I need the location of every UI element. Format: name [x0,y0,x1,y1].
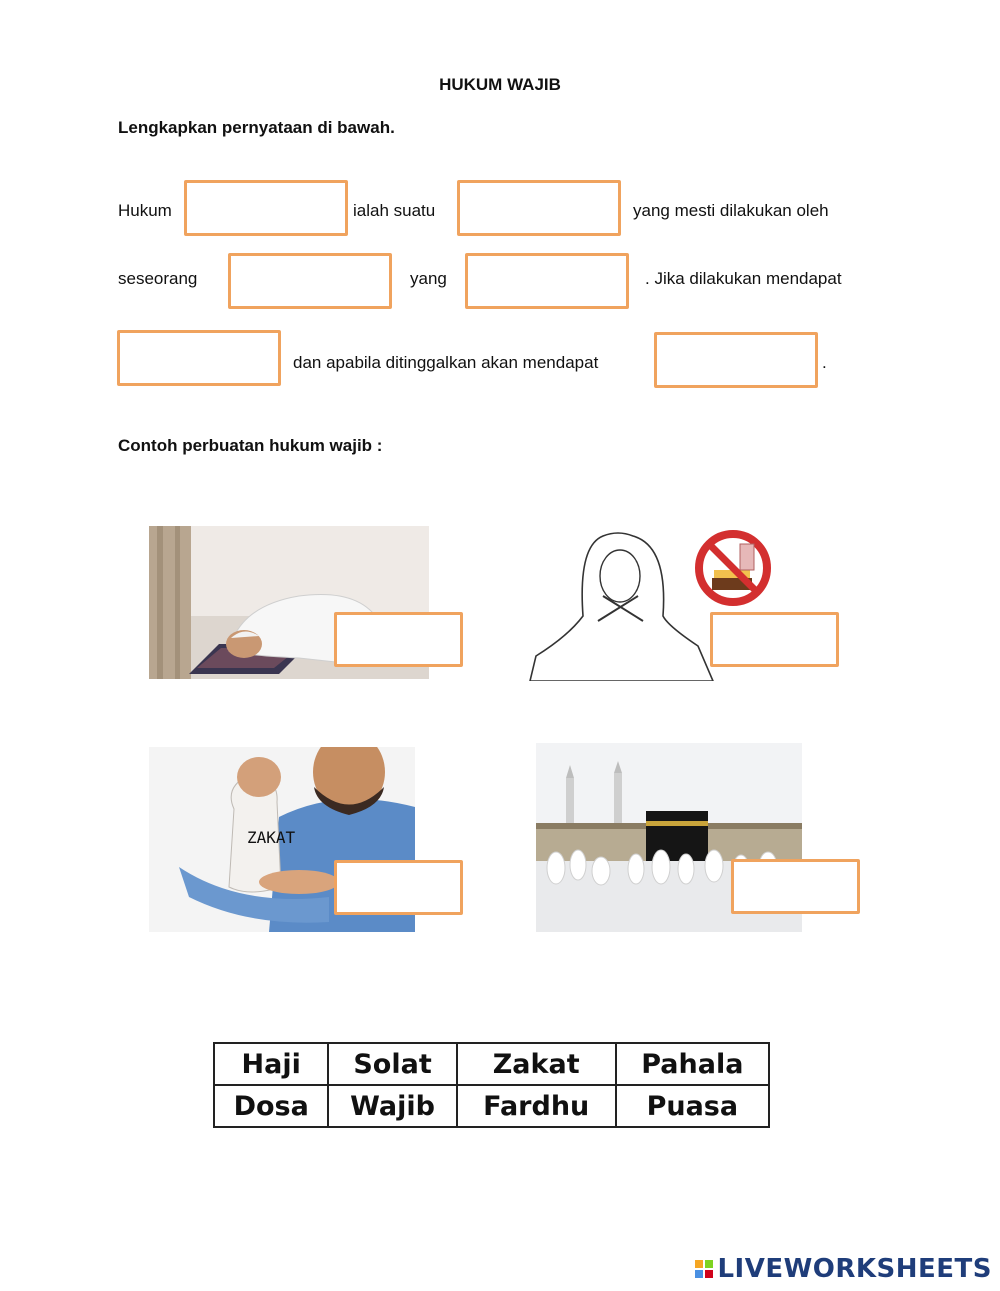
liveworksheets-logo-icon [695,1260,713,1278]
zakat-bag-label: ZAKAT [247,828,296,847]
example-blank-3-input[interactable] [337,863,464,914]
blank-5[interactable] [117,330,281,386]
example-blank-1-input[interactable] [337,615,464,666]
blank-6[interactable] [654,332,818,388]
sentence-text-ialah-suatu: ialah suatu [353,201,436,220]
word-bank-row [214,1085,769,1127]
word-bank-cell: Wajib [328,1085,456,1127]
example-blank-3[interactable] [334,860,463,915]
instruction-text: Lengkapkan pernyataan di bawah. [118,118,395,137]
sentence-text-yang: yang [410,269,447,288]
brand-text: LIVEWORKSHEETS [717,1254,992,1284]
blank-6-input[interactable] [657,335,819,387]
word-bank-cell: Fardhu [457,1085,616,1127]
word-bank-cell: Dosa [214,1085,328,1127]
liveworksheets-logo [695,1254,992,1284]
blank-3[interactable] [228,253,392,309]
blank-2[interactable] [457,180,621,236]
sentence-text-period: . [822,353,827,372]
word-bank-cell: Puasa [616,1085,769,1127]
sentence-text-seseorang: seseorang [118,269,198,288]
word-bank-cell: Pahala [616,1043,769,1085]
examples-heading: Contoh perbuatan hukum wajib : [118,436,383,455]
sentence-text-ditinggalkan: dan apabila ditinggalkan akan mendapat [293,353,599,372]
blank-3-input[interactable] [231,256,393,308]
sentence-text-hukum: Hukum [118,201,172,220]
word-bank-table [213,1042,770,1128]
blank-2-input[interactable] [460,183,622,235]
blank-1-input[interactable] [187,183,349,235]
sentence-text-jika-dilakukan: . Jika dilakukan mendapat [645,269,842,288]
word-bank-cell: Solat [328,1043,456,1085]
sentence-text-yang-mesti: yang mesti dilakukan oleh [633,201,829,220]
blank-4[interactable] [465,253,629,309]
word-bank-cell: Haji [214,1043,328,1085]
blank-4-input[interactable] [468,256,630,308]
example-blank-2-input[interactable] [713,615,840,666]
word-bank-cell: Zakat [457,1043,616,1085]
example-blank-1[interactable] [334,612,463,667]
example-blank-2[interactable] [710,612,839,667]
example-blank-4-input[interactable] [734,862,861,913]
page-title: HUKUM WAJIB [439,75,561,94]
blank-1[interactable] [184,180,348,236]
example-blank-4[interactable] [731,859,860,914]
word-bank-row [214,1043,769,1085]
blank-5-input[interactable] [120,333,282,385]
